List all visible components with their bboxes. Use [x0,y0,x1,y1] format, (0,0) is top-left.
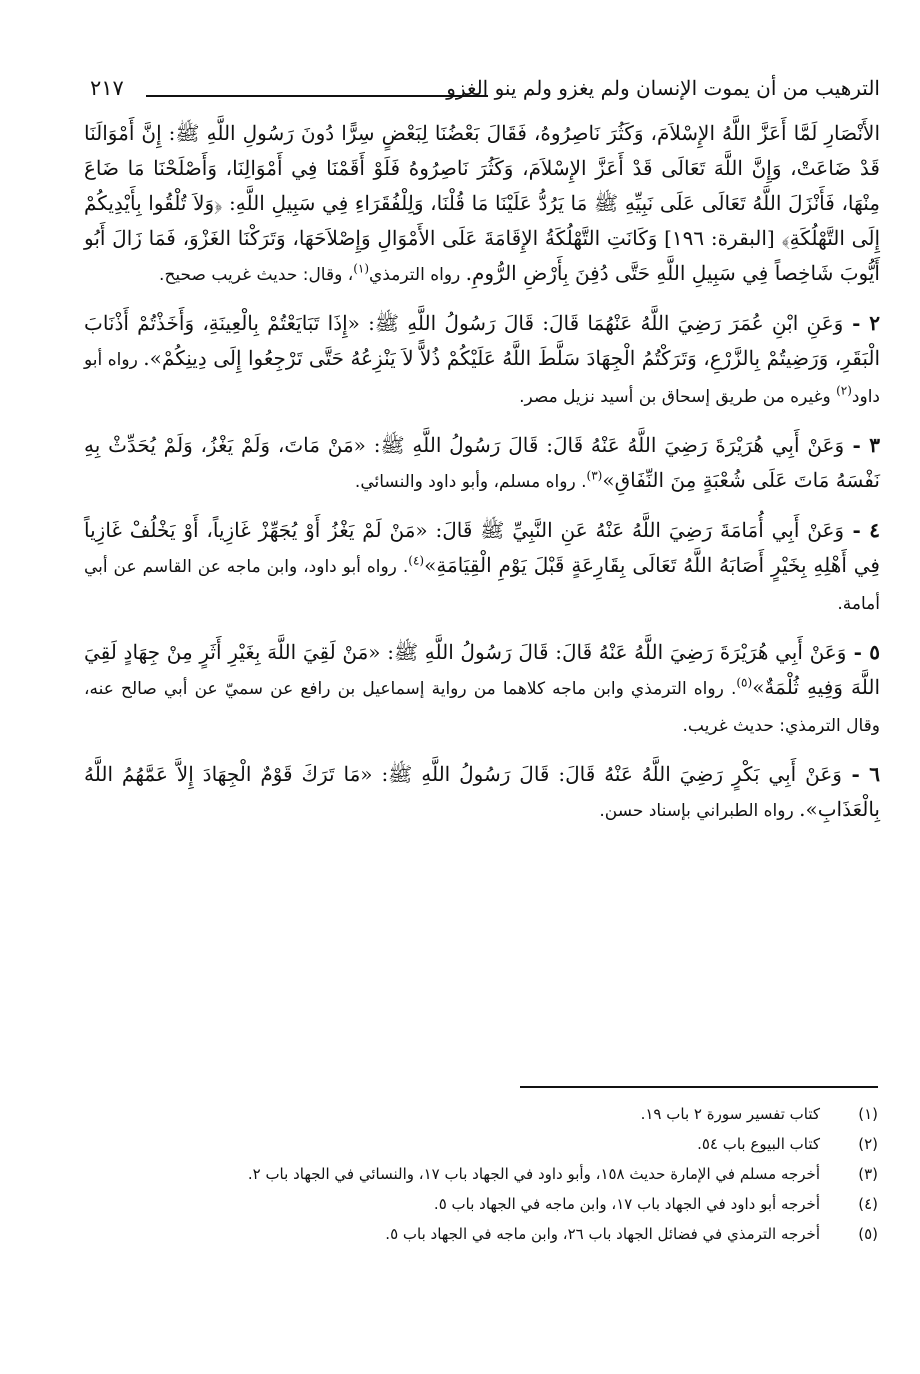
footnote-number: (٣) [858,1165,878,1183]
footnote-text: أخرجه أبو داود في الجهاد باب ١٧، وابن ماجه في الجهاد باب ٥. [433,1195,820,1213]
footnote-ref-4: (٤) [408,553,425,568]
hadith-source: رواه أبو داود [84,350,880,407]
footnote-ref-1: (١) [353,261,370,276]
footnote-number: (١) [858,1105,878,1123]
hadith-text: الأَنْصَارِ لَمَّا أَعَزَّ اللَّهُ الإِسْلاَمَ، وَكَثُرَ نَاصِرُوهُ، فَقَالَ بَعْضُنَا لِبَعْضٍ سِرًّا دُونَ رَسُولِ اللَّهِ ﷺ: إِنَّ أَمْوَالَنَا قَدْ ضَاعَتْ، وَإِنَّ اللَّهَ تَعَالَى قَدْ أَعَزَّ الإِسْلاَمَ، وَكَثُرَ نَاصِرُوهُ فَلَوْ أَقَمْنَا فِي أَمْوَالِنَا، وَأَصْلَحْنَا مَا ضَاعَ مِنْهَا، فَأَنْزَلَ اللَّهُ تَعَالَى عَلَى نَبِيِّهِ ﷺ مَا يَرُدُّ عَلَيْنَا مَا قُلْنَا، وَلِلْفُقَرَاءِ فِي سَبِيلِ اللَّهِ: ﴿وَلاَ تُلْقُوا بِأَيْدِيكُمْ إِلَى التَّهْلُكَةِ﴾ [البقرة: ١٩٦] وَكَانَتِ التَّهْلُكَةُ الإِقَامَةَ عَلَى الأَمْوَالِ وَإِصْلاَحَهَا، وَتَرَكْنَا الغَزْوَ، فَمَا زَالَ أَبُو أَيُّوبَ شَاخِصاً فِي سَبِيلِ اللَّهِ حَتَّى دُفِنَ بِأَرْضِ الرُّومِ. [84,121,880,285]
footnote-4 [96,1190,878,1218]
footnote-1 [96,1100,878,1128]
hadith-text: وَعَنْ أَبِي هُرَيْرَةَ رَضِيَ اللَّهُ عَنْهُ قَالَ: قَالَ رَسُولُ اللَّهِ ﷺ: «مَنْ مَاتَ، وَلَمْ يَغْزُ، وَلَمْ يُحَدِّثْ بِهِ نَفْسَهُ مَاتَ عَلَى شُعْبَةٍ مِنَ النِّفَاقِ» [84,433,880,492]
footnote-number: (٤) [858,1195,878,1213]
hadith-source-tail: ، وقال: حديث غريب صحيح. [159,265,354,285]
hadith-source: . رواه الترمذي وابن ماجه كلاهما من رواية إسماعيل بن رافع عن سميّ عن أبي صالح عنه، وقال الترمذي: حديث غريب. [84,679,880,736]
hadith-source: . رواه أبو داود، وابن ماجه عن القاسم عن أبي أمامة. [84,557,880,614]
footnotes [96,1100,878,1250]
hadith-source-tail: وغيره من طريق إسحاق بن أسيد نزيل مصر. [519,387,837,407]
chapter-title: الترهيب من أن يموت الإنسان ولم يغزو ولم ينو الغزو [446,76,880,100]
running-header [90,74,880,110]
footnote-separator [520,1086,878,1088]
hadith-2 [84,306,880,415]
hadith-number: ٣ - [844,433,880,457]
header-rule [146,95,488,97]
hadith-source: . رواه مسلم، وأبو داود والنسائي. [354,472,587,492]
hadith-number: ٦ - [841,762,880,786]
footnote-number: (٥) [858,1225,878,1243]
hadith-5 [84,635,880,744]
footnote-text: كتاب تفسير سورة ٢ باب ١٩. [640,1105,820,1123]
footnote-text: أخرجه الترمذي في فضائل الجهاد باب ٢٦، وابن ماجه في الجهاد باب ٥. [385,1225,820,1243]
footnote-3 [96,1160,878,1188]
hadith-text: وَعَنْ أَبِي بَكْرٍ رَضِيَ اللَّهُ عَنْهُ قَالَ: قَالَ رَسُولُ اللَّهِ ﷺ: «مَا تَرَكَ قَوْمٌ الْجِهَادَ إِلاَّ عَمَّهُمُ اللَّهُ بِالْعَذَابِ». [84,762,880,821]
hadith-number: ٤ - [844,518,880,542]
footnote-text: أخرجه مسلم في الإمارة حديث ١٥٨، وأبو داود في الجهاد باب ١٧، والنسائي في الجهاد باب ٢. [247,1165,820,1183]
hadith-6 [84,757,880,829]
hadith-text: وَعَنْ أَبِي أُمَامَةَ رَضِيَ اللَّهُ عَنْهُ عَنِ النَّبِيِّ ﷺ قَالَ: «مَنْ لَمْ يَغْزُ أَوْ يُجَهِّزْ غَازِياً، أَوْ يَخْلُفْ غَازِياً فِي أَهْلِهِ بِخَيْرٍ أَصَابَهُ اللَّهُ تَعَالَى بِقَارِعَةٍ قَبْلَ يَوْمِ الْقِيَامَةِ» [84,518,880,577]
hadith-number: ٢ - [843,311,880,335]
hadith-number: ٥ - [846,640,880,664]
hadith-continuation [84,116,880,293]
footnote-text: كتاب البيوع باب ٥٤. [697,1135,820,1153]
hadith-4 [84,513,880,622]
footnote-ref-3: (٣) [586,468,603,483]
footnote-ref-2: (٢) [836,383,852,398]
footnote-2 [96,1130,878,1158]
hadith-source: رواه الطبراني بإسناد حسن. [599,801,800,821]
footnote-5 [96,1220,878,1248]
hadith-text: وَعَنْ أَبِي هُرَيْرَةَ رَضِيَ اللَّهُ عَنْهُ قَالَ: قَالَ رَسُولُ اللَّهِ ﷺ: «مَنْ لَقِيَ اللَّهَ بِغَيْرِ أَثَرٍ مِنْ جِهَادٍ لَقِيَ اللَّهَ وَفِيهِ ثُلْمَةٌ» [84,640,881,699]
hadith-source: رواه الترمذي [369,265,466,285]
page-number: ٢١٧ [90,76,124,100]
hadith-text: وَعَنِ ابْنِ عُمَرَ رَضِيَ اللَّهُ عَنْهُمَا قَالَ: قَالَ رَسُولُ اللَّهِ ﷺ: «إِذَا تَبَايَعْتُمْ بِالْعِينَةِ، وَأَخَذْتُمْ أَذْنَابَ الْبَقَرِ، وَرَضِيتُمْ بِالزَّرْعِ، وَتَرَكْتُمُ الْجِهَادَ سَلَّطَ اللَّهُ عَلَيْكُمْ ذُلاًّ لاَ يَنْزِعُهُ حَتَّى تَرْجِعُوا إِلَى دِينِكُمْ». [84,311,881,370]
footnote-ref-5: (٥) [736,675,753,690]
body-text [84,116,880,842]
footnote-number: (٢) [858,1135,878,1153]
hadith-3 [84,428,880,500]
